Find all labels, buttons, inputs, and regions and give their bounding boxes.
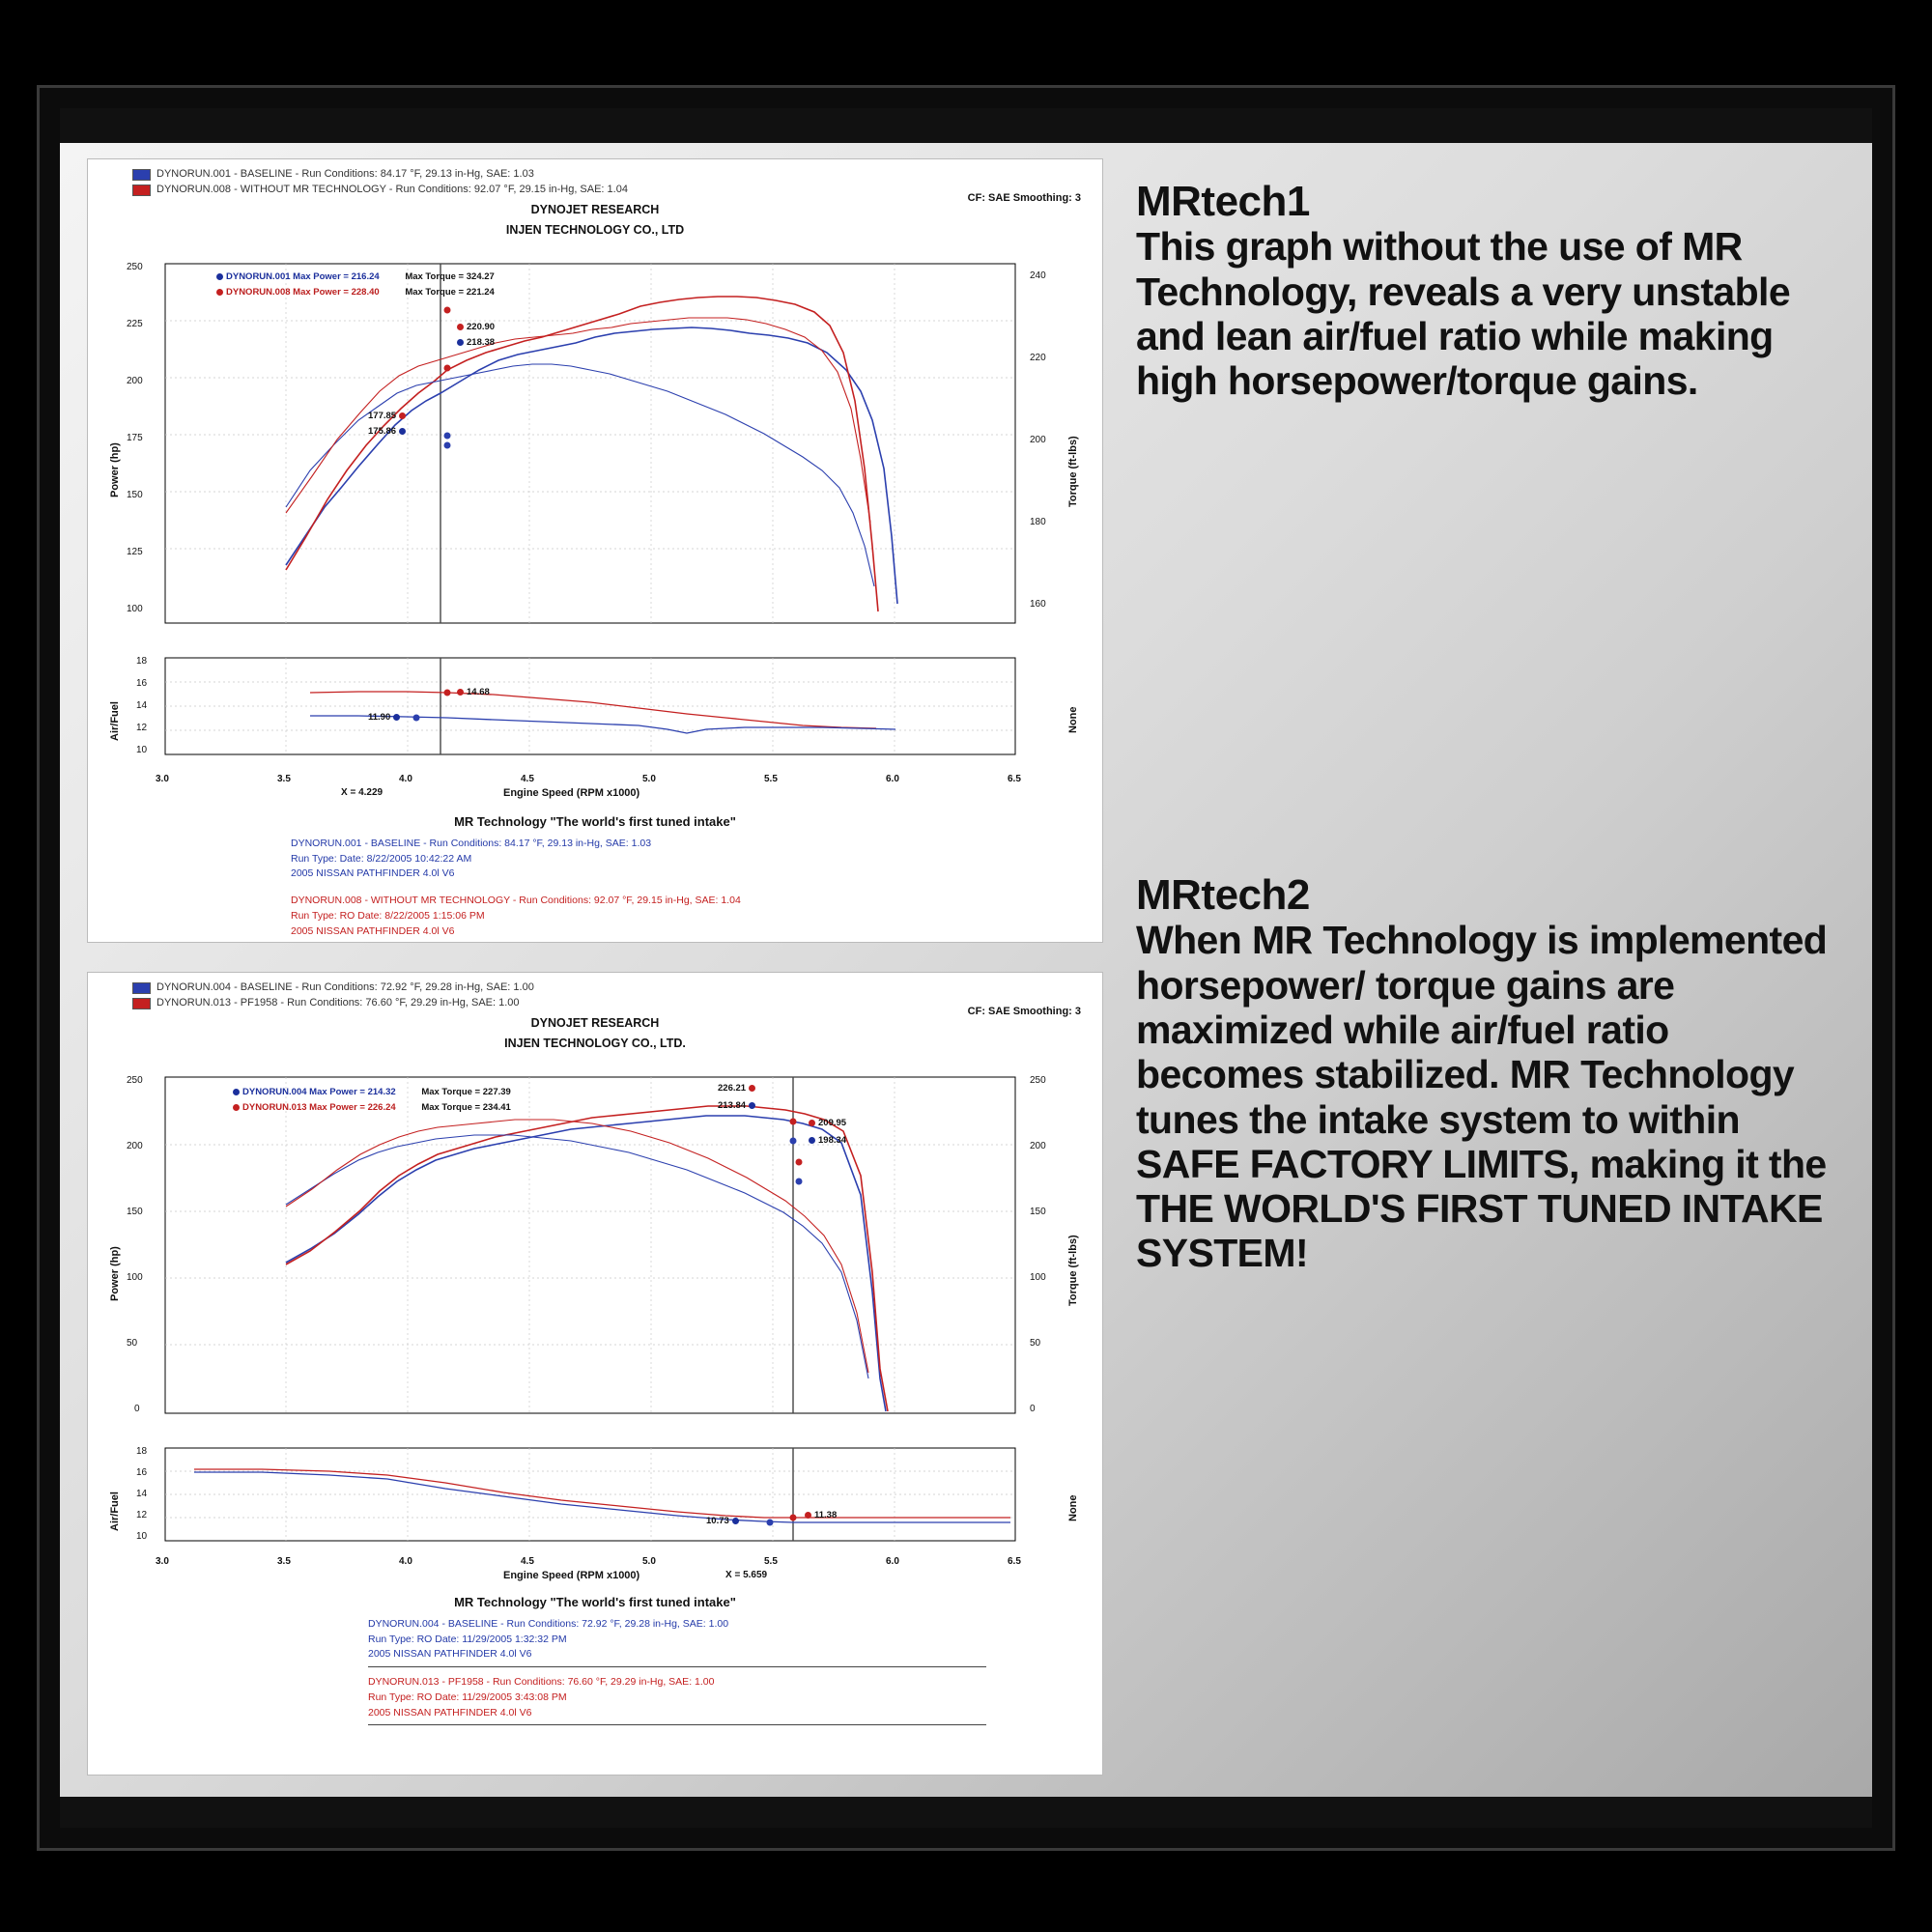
chart2-smoothing-label: CF: SAE Smoothing: 3	[967, 1005, 1081, 1017]
chart1-max-row-blue: DYNORUN.001 Max Power = 216.24 Max Torque = 324.27	[216, 271, 495, 282]
chart2-annotation: 209.95	[809, 1118, 846, 1128]
y-tick-lower: 10	[136, 1530, 148, 1542]
annotation-dot-blue-icon	[457, 339, 464, 346]
x-tick: 3.0	[156, 1555, 169, 1567]
y-tick: 125	[127, 546, 143, 557]
y2-tick: 200	[1030, 1140, 1046, 1151]
chart2-ylabel-lower: Air/Fuel	[109, 1491, 121, 1531]
chart2-y2label-lower: None	[1067, 1494, 1079, 1521]
chart1-ylabel-lower: Air/Fuel	[109, 700, 121, 741]
x-tick: 3.0	[156, 773, 169, 784]
y-tick: 0	[134, 1403, 140, 1414]
chart1-annotation: 175.86	[368, 426, 406, 437]
y-tick: 250	[127, 261, 143, 272]
poster-content	[60, 143, 1872, 1797]
chart1-xlabel: Engine Speed (RPM x1000)	[503, 786, 640, 799]
y2-tick: 0	[1030, 1403, 1036, 1414]
chart2-xlabel: Engine Speed (RPM x1000)	[503, 1569, 640, 1581]
chart1-smoothing-label: CF: SAE Smoothing: 3	[967, 191, 1081, 204]
footer-line: DYNORUN.013 - PF1958 - Run Conditions: 76.60 °F, 29.29 in-Hg, SAE: 1.00	[368, 1676, 715, 1689]
annotation-dot-red-icon	[399, 412, 406, 419]
chart1-footer	[291, 837, 967, 943]
chart2-max-row-blue: DYNORUN.004 Max Power = 214.32 Max Torque = 227.39	[233, 1087, 511, 1097]
chart1-tagline: MR Technology "The world's first tuned intake"	[454, 813, 736, 829]
x-tick: 3.5	[277, 1555, 291, 1567]
chart1-ylabel: Power (hp)	[109, 442, 121, 497]
y-tick-lower: 14	[136, 699, 148, 711]
y2-tick: 220	[1030, 352, 1046, 363]
y2-tick: 180	[1030, 516, 1046, 527]
y2-tick: 160	[1030, 598, 1046, 610]
chart2-afr-annotation: 11.38	[805, 1510, 837, 1520]
annotation-dot-blue-icon	[809, 1137, 815, 1144]
x-tick: 4.5	[521, 773, 534, 784]
y-tick-lower: 12	[136, 1509, 148, 1520]
chart1-max-row-red: DYNORUN.008 Max Power = 228.40 Max Torque = 221.24	[216, 287, 495, 298]
legend-item	[132, 996, 1102, 1011]
legend-label: DYNORUN.001 - BASELINE - Run Conditions: 84.17 °F, 29.13 in-Hg, SAE: 1.03	[156, 168, 534, 180]
chart-card-mrtech1	[87, 158, 1103, 943]
annotation-dot-blue-icon	[399, 428, 406, 435]
legend-swatch-blue-icon	[132, 982, 151, 994]
x-tick: 6.0	[886, 773, 899, 784]
legend-item	[132, 183, 1102, 198]
footer-line: 2005 NISSAN PATHFINDER 4.0l V6	[291, 924, 455, 937]
charts-column	[60, 143, 1113, 1797]
chart1-afr-plot	[88, 648, 1102, 774]
chart2-title: DYNOJET RESEARCH	[530, 1015, 660, 1030]
y-tick: 100	[127, 1271, 143, 1283]
x-tick: 4.5	[521, 1555, 534, 1567]
footer-line: DYNORUN.004 - BASELINE - Run Conditions: 72.92 °F, 29.28 in-Hg, SAE: 1.00	[368, 1617, 729, 1630]
chart2-tagline: MR Technology "The world's first tuned intake"	[454, 1594, 736, 1609]
series-marker-red-icon	[233, 1104, 240, 1111]
y2-tick: 250	[1030, 1074, 1046, 1086]
chart1-annotation: 220.90	[457, 322, 495, 332]
footer-divider	[368, 1724, 986, 1725]
chart-card-mrtech2	[87, 972, 1103, 1776]
x-tick: 5.5	[764, 1555, 778, 1567]
y-tick: 175	[127, 432, 143, 443]
x-tick: 6.5	[1008, 1555, 1021, 1567]
y-tick: 200	[127, 1140, 143, 1151]
chart1-afr-annotation: 11.90	[368, 712, 400, 723]
chart1-y2label: Torque (ft-lbs)	[1067, 436, 1079, 507]
x-tick: 4.0	[399, 773, 412, 784]
y2-tick: 200	[1030, 434, 1046, 445]
x-tick: 5.0	[642, 1555, 656, 1567]
footer-line: Run Type: RO Date: 8/22/2005 1:15:06 PM	[291, 909, 485, 922]
y2-tick: 240	[1030, 270, 1046, 281]
footer-line: DYNORUN.008 - WITHOUT MR TECHNOLOGY - Run Conditions: 92.07 °F, 29.15 in-Hg, SAE: 1.04	[291, 895, 741, 907]
chart2-main-plot	[88, 1060, 1102, 1446]
chart1-annotation: 177.85	[368, 411, 406, 421]
chart2-annotation: 226.21	[718, 1083, 755, 1094]
chart1-subtitle: INJEN TECHNOLOGY CO., LTD	[505, 222, 685, 237]
legend-swatch-red-icon	[132, 185, 151, 196]
legend-item	[132, 167, 1102, 183]
y-tick-lower: 18	[136, 1445, 148, 1457]
text-column	[1113, 143, 1872, 1797]
legend-label: DYNORUN.013 - PF1958 - Run Conditions: 76.60 °F, 29.29 in-Hg, SAE: 1.00	[156, 996, 520, 1009]
footer-line: 2005 NISSAN PATHFINDER 4.0l V6	[368, 1648, 532, 1661]
legend-swatch-blue-icon	[132, 169, 151, 181]
annotation-dot-red-icon	[805, 1512, 811, 1519]
chart1-y2label-lower: None	[1067, 706, 1079, 733]
x-tick: 5.0	[642, 773, 656, 784]
chart1-main-plot	[88, 246, 1102, 662]
chart2-xaxis	[88, 1556, 1102, 1583]
y-tick-lower: 10	[136, 744, 148, 755]
chart2-svg	[88, 1060, 1102, 1446]
chart2-afr-plot	[88, 1440, 1102, 1556]
legend-label: DYNORUN.004 - BASELINE - Run Conditions: 72.92 °F, 29.28 in-Hg, SAE: 1.00	[156, 981, 534, 993]
y-tick: 225	[127, 318, 143, 329]
footer-divider	[368, 1666, 986, 1667]
panel-mrtech1	[1136, 180, 1843, 404]
y-tick: 50	[127, 1337, 138, 1349]
footer-line: Run Type: Date: 8/22/2005 10:42:22 AM	[291, 852, 472, 865]
legend-item	[132, 980, 1102, 996]
chart2-annotation: 198.34	[809, 1135, 846, 1146]
footer-line: Run Type: RO Date: 11/29/2005 3:43:08 PM	[368, 1690, 567, 1703]
series-marker-red-icon	[216, 289, 223, 296]
chart2-max-row-red: DYNORUN.013 Max Power = 226.24 Max Torque = 234.41	[233, 1102, 511, 1113]
y-tick: 150	[127, 1206, 143, 1217]
footer-line: DYNORUN.001 - BASELINE - Run Conditions: 84.17 °F, 29.13 in-Hg, SAE: 1.03	[291, 837, 652, 849]
x-tick: 6.0	[886, 1555, 899, 1567]
chart1-svg	[88, 246, 1102, 662]
chart2-footer	[368, 1617, 986, 1726]
y2-tick: 100	[1030, 1271, 1046, 1283]
chart1-annotation: 218.38	[457, 337, 495, 348]
chart1-title: DYNOJET RESEARCH	[530, 202, 660, 216]
annotation-dot-blue-icon	[393, 714, 400, 721]
annotation-dot-red-icon	[457, 324, 464, 330]
legend-label: DYNORUN.008 - WITHOUT MR TECHNOLOGY - Run Conditions: 92.07 °F, 29.15 in-Hg, SAE: 1.04	[156, 183, 628, 195]
y-tick-lower: 16	[136, 677, 148, 689]
panel2-title: MRtech2	[1136, 871, 1310, 919]
footer-line: 2005 NISSAN PATHFINDER 4.0l V6	[291, 867, 455, 880]
chart2-cursor-label: X = 5.659	[725, 1569, 768, 1580]
y-tick: 150	[127, 489, 143, 500]
chart1-afr-svg	[88, 648, 1102, 774]
y-tick: 100	[127, 603, 143, 614]
legend-swatch-red-icon	[132, 998, 151, 1009]
x-tick: 3.5	[277, 773, 291, 784]
annotation-dot-red-icon	[457, 689, 464, 696]
footer-line: 2005 NISSAN PATHFINDER 4.0l V6	[368, 1706, 532, 1719]
y-tick-lower: 12	[136, 722, 148, 733]
y-tick-lower: 14	[136, 1488, 148, 1499]
y2-tick: 150	[1030, 1206, 1046, 1217]
annotation-dot-blue-icon	[749, 1102, 755, 1109]
chart1-xaxis	[88, 774, 1102, 799]
chart2-subtitle: INJEN TECHNOLOGY CO., LTD.	[504, 1036, 686, 1050]
annotation-dot-blue-icon	[732, 1518, 739, 1524]
chart1-legend	[88, 159, 1102, 198]
x-tick: 4.0	[399, 1555, 412, 1567]
y-tick-lower: 16	[136, 1466, 148, 1478]
y-tick: 200	[127, 375, 143, 386]
chart2-afr-svg	[88, 1440, 1102, 1556]
chart2-ylabel: Power (hp)	[109, 1246, 121, 1301]
panel1-title: MRtech1	[1136, 178, 1310, 225]
series-marker-blue-icon	[216, 273, 223, 280]
y-tick: 250	[127, 1074, 143, 1086]
y-tick-lower: 18	[136, 655, 148, 667]
chart2-annotation: 213.84	[718, 1100, 755, 1111]
chart2-y2label: Torque (ft-lbs)	[1067, 1235, 1079, 1306]
y2-tick: 50	[1030, 1337, 1041, 1349]
chart2-afr-annotation: 10.73	[706, 1516, 739, 1526]
chart1-afr-annotation: 14.68	[457, 687, 490, 697]
x-tick: 5.5	[764, 773, 778, 784]
panel2-body: When MR Technology is implemented horsepower/ torque gains are maximized while air/fuel ratio becomes stabilized. MR Technology tunes the intake system to within SAFE FACTORY LIMITS, making it the THE WORLD'S FIRST TUNED INTAKE SYSTEM!	[1136, 918, 1828, 1276]
x-tick: 6.5	[1008, 773, 1021, 784]
series-marker-blue-icon	[233, 1089, 240, 1095]
chart2-legend	[88, 973, 1102, 1011]
annotation-dot-red-icon	[809, 1120, 815, 1126]
chart1-cursor-label: X = 4.229	[341, 786, 384, 798]
annotation-dot-red-icon	[749, 1085, 755, 1092]
panel1-body: This graph without the use of MR Technology, reveals a very unstable and lean air/fuel ratio while making high horsepower/torque gains.	[1136, 224, 1791, 404]
footer-line: Run Type: RO Date: 11/29/2005 1:32:32 PM	[368, 1633, 567, 1645]
panel-mrtech2	[1136, 873, 1843, 1276]
